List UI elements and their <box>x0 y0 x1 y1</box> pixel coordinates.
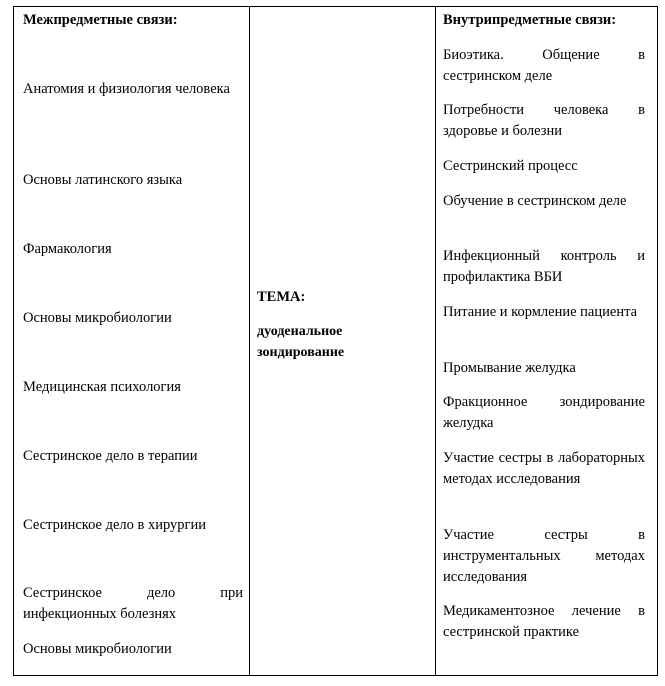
intrasubject-item: Участие сестры в лабораторных методах исследования <box>443 450 645 487</box>
intersubject-item: Фармакология <box>23 241 112 257</box>
intersubject-item: Основы микробиологии <box>23 641 172 657</box>
intersubject-links-table <box>13 6 658 676</box>
intersubject-header: Межпредметные связи: <box>23 12 178 28</box>
intersubject-item: Основы латинского языка <box>23 172 183 188</box>
intersubject-item: Анатомия и физиология человека <box>23 81 230 97</box>
intrasubject-header: Внутрипредметные связи: <box>443 12 617 28</box>
intrasubject-item: Питание и кормление пациента <box>443 304 638 320</box>
intrasubject-item: Обучение в сестринском деле <box>443 193 627 209</box>
topic-name: дуоденальное зондирование <box>257 324 345 360</box>
intrasubject-item: Сестринский процесс <box>443 158 578 174</box>
intrasubject-item: Медикаментозное лечение в сестринской практике <box>443 603 645 640</box>
intersubject-item: Сестринское дело при инфекционных болезнях <box>23 585 243 622</box>
intrasubject-item: Инфекционный контроль и профилактика ВБИ <box>443 248 645 285</box>
intrasubject-item: Потребности человека в здоровье и болезни <box>443 102 645 139</box>
intrasubject-item: Фракционное зондирование желудка <box>443 394 645 431</box>
intrasubject-item: Промывание желудка <box>443 360 576 376</box>
intersubject-item: Сестринское дело в хирургии <box>23 517 207 533</box>
intersubject-item: Основы микробиологии <box>23 310 172 326</box>
column-divider-right <box>435 7 436 675</box>
intrasubject-item: Биоэтика. Общение в сестринском деле <box>443 47 645 84</box>
intrasubject-item: Участие сестры в инструментальных методах исследования <box>443 527 645 585</box>
column-divider-left <box>249 7 250 675</box>
intersubject-item: Медицинская психология <box>23 379 181 395</box>
topic-label: ТЕМА: <box>257 289 306 305</box>
intersubject-item: Сестринское дело в терапии <box>23 448 198 464</box>
